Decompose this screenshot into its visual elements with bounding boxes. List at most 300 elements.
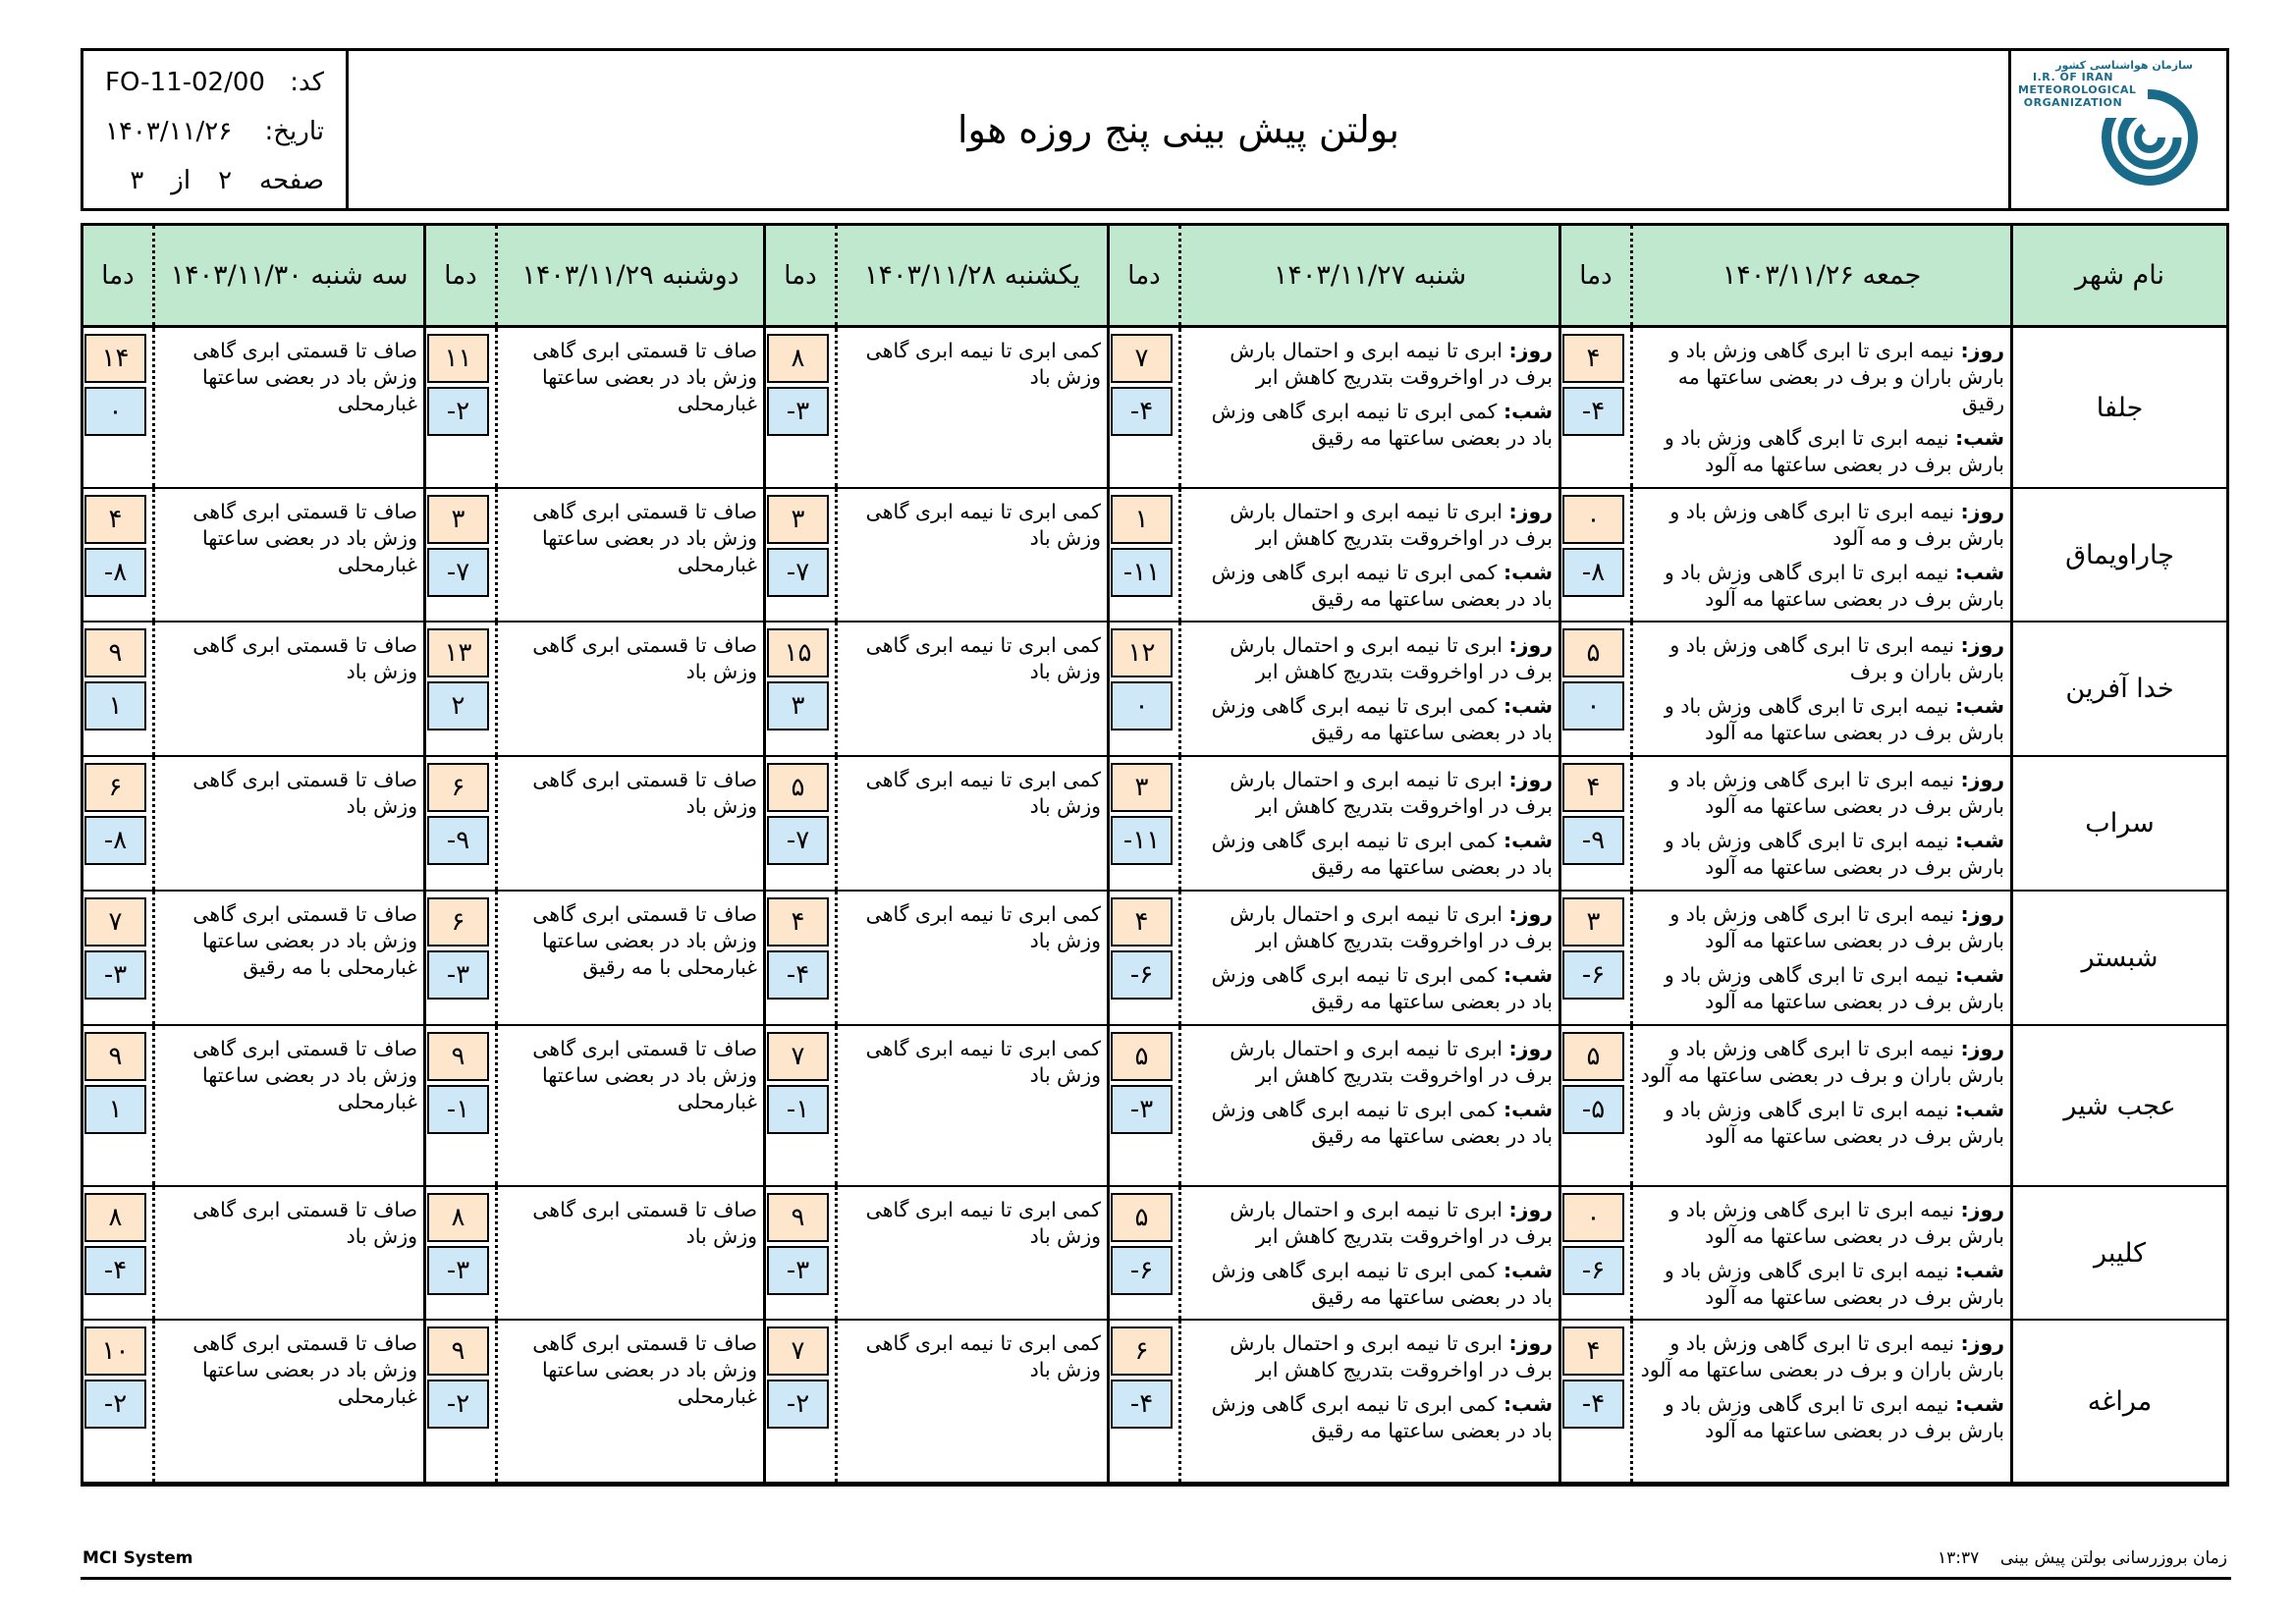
night-forecast-text: نیمه ابری تا ابری گاهی وزش باد و بارش برف در بعضی ساعتها مه آلود <box>1664 1098 2004 1148</box>
max-temperature: ۴ <box>1111 897 1173 947</box>
forecast-text-cell <box>835 892 1107 1024</box>
night-forecast <box>1639 1391 2004 1444</box>
max-temperature: ۸ <box>84 1193 146 1242</box>
temperature-cell <box>1110 757 1178 890</box>
bulletin-header <box>81 48 2229 211</box>
day-forecast <box>1639 1036 2004 1089</box>
night-forecast-text: نیمه ابری تا ابری گاهی وزش باد و بارش برف در بعضی ساعتها مه آلود <box>1664 963 2004 1013</box>
weather-description <box>1639 632 2004 754</box>
weather-description <box>504 632 757 685</box>
max-temperature: ۱۰ <box>84 1326 146 1376</box>
city-column-header: نام شهر <box>2010 226 2226 325</box>
logo-en-text: I.R. OF IRAN METEOROLOGICAL ORGANIZATION <box>2018 71 2137 109</box>
forecast-text-cell <box>152 1321 423 1482</box>
min-temperature: -۷ <box>427 548 489 597</box>
min-temperature: -۴ <box>767 950 829 1000</box>
weather-description <box>1187 1036 1553 1158</box>
min-temperature: -۸ <box>84 816 146 865</box>
night-label: شب: <box>1954 1392 2004 1416</box>
night-label: شب: <box>1503 694 1553 718</box>
table-row <box>83 1026 2226 1187</box>
forecast-text-cell <box>1178 328 1558 487</box>
temperature-cell <box>426 328 495 487</box>
forecast-text-cell <box>495 1026 763 1185</box>
day-label: روز: <box>1508 633 1553 657</box>
weather-description <box>844 1197 1101 1250</box>
max-temperature: ۱۱ <box>427 334 489 383</box>
forecast-cell <box>83 892 423 1024</box>
night-label: شب: <box>1503 829 1553 852</box>
night-forecast-text: کمی ابری تا نیمه ابری گاهی وزش باد در بعضی ساعتها مه رقیق <box>1211 1098 1553 1148</box>
day-forecast-text: نیمه ابری تا ابری گاهی وزش باد و بارش برف در بعضی ساعتها مه آلود <box>1669 768 2004 818</box>
temp-header-label: دما <box>1127 260 1161 291</box>
max-temperature: ۵ <box>1562 628 1624 677</box>
forecast-text-cell <box>1178 623 1558 755</box>
max-temperature: ۳ <box>1562 897 1624 947</box>
city-name: چاراویماق <box>2010 489 2226 621</box>
max-temperature: ۶ <box>427 763 489 812</box>
forecast-table <box>81 223 2229 1487</box>
forecast-text-cell <box>152 328 423 487</box>
weather-description <box>1639 767 2004 889</box>
forecast-text-cell <box>1630 1026 2010 1185</box>
day-forecast-text: ابری تا نیمه ابری و احتمال بارش برف در اواخروقت بتدریج کاهش ابر <box>1230 1037 1553 1087</box>
max-temperature: ۶ <box>1111 1326 1173 1376</box>
forecast-cell <box>1107 1321 1558 1482</box>
temperature-cell <box>1110 1026 1178 1185</box>
forecast-cell <box>1107 892 1558 1024</box>
weather-description <box>504 338 757 417</box>
night-forecast-text: نیمه ابری تا ابری گاهی وزش باد و بارش برف در بعضی ساعتها مه آلود <box>1664 561 2004 611</box>
temperature-cell <box>83 757 152 890</box>
day-label: روز: <box>1960 902 2004 926</box>
temperature-cell <box>766 892 835 1024</box>
day-forecast <box>1639 767 2004 820</box>
forecast-text-cell <box>1630 1187 2010 1319</box>
forecast-text: صاف تا قسمتی ابری گاهی وزش باد در بعضی ساعتها غبارمحلی <box>532 500 757 576</box>
min-temperature: -۶ <box>1111 950 1173 1000</box>
night-label: شب: <box>1954 963 2004 987</box>
forecast-text: صاف تا قسمتی ابری گاهی وزش باد در بعضی ساعتها غبارمحلی <box>192 1037 417 1113</box>
max-temperature: ۵ <box>1562 1032 1624 1081</box>
temperature-cell <box>766 1187 835 1319</box>
forecast-cell <box>423 1187 763 1319</box>
max-temperature: ۷ <box>84 897 146 947</box>
day-label: روز: <box>1508 500 1553 523</box>
day-forecast <box>1639 901 2004 954</box>
min-temperature: -۶ <box>1562 1246 1624 1295</box>
min-temperature: -۴ <box>1111 387 1173 436</box>
night-forecast-text: نیمه ابری تا ابری گاهی وزش باد و بارش برف در بعضی ساعتها مه آلود <box>1664 1392 2004 1442</box>
day-label: روز: <box>1960 633 2004 657</box>
max-temperature: ۵ <box>1111 1193 1173 1242</box>
forecast-cell <box>83 1321 423 1482</box>
weather-description <box>1187 1197 1553 1319</box>
day-header-label: سه شنبه ۱۴۰۳/۱۱/۳۰ <box>152 226 423 325</box>
day-header-label: شنبه ۱۴۰۳/۱۱/۲۷ <box>1178 226 1558 325</box>
update-time: ۱۳:۳۷ <box>1937 1548 1980 1568</box>
night-label: شب: <box>1503 561 1553 584</box>
page-label: صفحه <box>259 166 324 195</box>
temp-header-label: دما <box>784 260 817 291</box>
night-label: شب: <box>1503 963 1553 987</box>
temperature-cell <box>426 489 495 621</box>
forecast-text-cell <box>152 1187 423 1319</box>
weather-description <box>844 1330 1101 1383</box>
forecast-text-cell <box>1178 489 1558 621</box>
min-temperature: -۶ <box>1111 1246 1173 1295</box>
city-name: مراغه <box>2010 1321 2226 1482</box>
day-label: روز: <box>1960 1198 2004 1221</box>
temperature-cell <box>1110 328 1178 487</box>
day-forecast-text: نیمه ابری تا ابری گاهی وزش باد و بارش باران و برف در بعضی ساعتها مه آلود <box>1640 1331 2004 1381</box>
forecast-cell <box>1107 623 1558 755</box>
night-forecast <box>1639 693 2004 746</box>
day-forecast-text: ابری تا نیمه ابری و احتمال بارش برف در اواخروقت بتدریج کاهش ابر <box>1230 339 1553 389</box>
forecast-cell <box>423 623 763 755</box>
night-label: شب: <box>1954 561 2004 584</box>
day-forecast-text: نیمه ابری تا ابری گاهی وزش باد و بارش باران و برف <box>1669 633 2004 683</box>
weather-description <box>844 632 1101 685</box>
forecast-text: صاف تا قسمتی ابری گاهی وزش باد در بعضی ساعتها غبارمحلی با مه رقیق <box>532 902 757 979</box>
forecast-text-cell <box>1178 1026 1558 1185</box>
forecast-text: کمی ابری تا نیمه ابری گاهی وزش باد <box>865 768 1101 818</box>
page-total: ۳ <box>130 166 144 195</box>
table-row <box>83 1321 2226 1484</box>
max-temperature: ۶ <box>427 897 489 947</box>
temperature-cell <box>83 892 152 1024</box>
city-name: جلفا <box>2010 328 2226 487</box>
footer-system-name: MCI System <box>82 1548 193 1568</box>
forecast-cell <box>763 623 1107 755</box>
min-temperature: -۲ <box>427 1380 489 1429</box>
min-temperature: -۳ <box>84 950 146 1000</box>
min-temperature: -۸ <box>1562 548 1624 597</box>
forecast-text: صاف تا قسمتی ابری گاهی وزش باد <box>192 768 417 818</box>
night-forecast <box>1187 1258 1553 1311</box>
day-label: روز: <box>1508 768 1553 791</box>
table-header-row <box>83 226 2226 328</box>
temperature-cell <box>83 623 152 755</box>
forecast-cell <box>1107 489 1558 621</box>
max-temperature: ۹ <box>84 628 146 677</box>
weather-description <box>504 1330 757 1410</box>
page-title: بولتن پیش بینی پنج روزه هوا <box>957 108 1400 151</box>
forecast-cell <box>83 1187 423 1319</box>
table-row <box>83 328 2226 489</box>
forecast-cell <box>83 623 423 755</box>
forecast-text-cell <box>835 623 1107 755</box>
city-name: سراب <box>2010 757 2226 890</box>
temperature-cell <box>1561 1026 1630 1185</box>
night-forecast-text: نیمه ابری تا ابری گاهی وزش باد و بارش برف در بعضی ساعتها مه آلود <box>1664 829 2004 879</box>
weather-description <box>1639 1330 2004 1452</box>
temperature-cell <box>426 1026 495 1185</box>
forecast-text-cell <box>495 1187 763 1319</box>
weather-description <box>1639 499 2004 621</box>
min-temperature: -۸ <box>84 548 146 597</box>
forecast-cell <box>763 892 1107 1024</box>
temperature-cell <box>426 623 495 755</box>
temperature-cell <box>1110 1321 1178 1482</box>
document-meta <box>83 51 349 208</box>
temperature-cell <box>83 489 152 621</box>
forecast-text-cell <box>495 328 763 487</box>
temperature-cell <box>1561 1187 1630 1319</box>
weather-description <box>1187 499 1553 621</box>
forecast-text-cell <box>1630 892 2010 1024</box>
day-forecast <box>1639 1197 2004 1250</box>
night-forecast <box>1639 425 2004 478</box>
forecast-text: صاف تا قسمتی ابری گاهی وزش باد <box>532 768 757 818</box>
max-temperature: ۴ <box>1562 334 1624 383</box>
forecast-text-cell <box>495 623 763 755</box>
max-temperature: ۱۳ <box>427 628 489 677</box>
weather-description <box>844 499 1101 552</box>
forecast-text: صاف تا قسمتی ابری گاهی وزش باد <box>532 1198 757 1248</box>
weather-description <box>1639 1197 2004 1319</box>
weather-description <box>161 499 417 578</box>
day-forecast-text: ابری تا نیمه ابری و احتمال بارش برف در اواخروقت بتدریج کاهش ابر <box>1230 1331 1553 1381</box>
table-row <box>83 623 2226 757</box>
temperature-cell <box>83 1321 152 1482</box>
day-label: روز: <box>1960 1037 2004 1060</box>
min-temperature: -۱۱ <box>1111 548 1173 597</box>
min-temperature: -۷ <box>767 548 829 597</box>
max-temperature: ۴ <box>1562 763 1624 812</box>
min-temperature: -۳ <box>427 950 489 1000</box>
day-forecast <box>1187 499 1553 552</box>
night-label: شب: <box>1954 426 2004 450</box>
night-label: شب: <box>1503 1392 1553 1416</box>
forecast-text: صاف تا قسمتی ابری گاهی وزش باد در بعضی ساعتها غبارمحلی <box>532 1331 757 1408</box>
temperature-cell <box>426 892 495 1024</box>
temperature-cell <box>426 1321 495 1482</box>
forecast-text-cell <box>1178 892 1558 1024</box>
weather-description <box>161 1197 417 1250</box>
temperature-cell <box>426 1187 495 1319</box>
forecast-cell <box>423 1026 763 1185</box>
weather-description <box>161 1330 417 1410</box>
forecast-text-cell <box>152 1026 423 1185</box>
page-current: ۲ <box>218 166 233 195</box>
city-name: شبستر <box>2010 892 2226 1024</box>
min-temperature: -۳ <box>767 387 829 436</box>
max-temperature: ۶ <box>84 763 146 812</box>
forecast-text-cell <box>495 489 763 621</box>
day-column-header <box>83 226 423 325</box>
day-label: روز: <box>1960 500 2004 523</box>
forecast-text: کمی ابری تا نیمه ابری گاهی وزش باد <box>865 500 1101 550</box>
weather-description <box>161 338 417 417</box>
max-temperature: ۸ <box>427 1193 489 1242</box>
day-forecast <box>1187 767 1553 820</box>
forecast-text-cell <box>152 489 423 621</box>
forecast-text: کمی ابری تا نیمه ابری گاهی وزش باد <box>865 1331 1101 1381</box>
weather-description <box>1639 901 2004 1023</box>
min-temperature: -۳ <box>427 1246 489 1295</box>
temp-header-label: دما <box>101 260 135 291</box>
min-temperature: -۴ <box>1562 1380 1624 1429</box>
temperature-cell <box>426 757 495 890</box>
forecast-text: صاف تا قسمتی ابری گاهی وزش باد در بعضی ساعتها غبارمحلی <box>192 1331 417 1408</box>
weather-description <box>504 499 757 578</box>
forecast-cell <box>1558 328 2010 487</box>
logo <box>2008 51 2226 208</box>
forecast-text-cell <box>835 757 1107 890</box>
night-forecast <box>1187 962 1553 1015</box>
night-label: شب: <box>1954 829 2004 852</box>
weather-description <box>844 338 1101 391</box>
night-forecast-text: کمی ابری تا نیمه ابری گاهی وزش باد در بعضی ساعتها مه رقیق <box>1211 1392 1553 1442</box>
max-temperature: ۳ <box>427 495 489 544</box>
forecast-text-cell <box>835 328 1107 487</box>
weather-description <box>161 901 417 981</box>
weather-description <box>844 901 1101 954</box>
max-temperature: ۱۲ <box>1111 628 1173 677</box>
day-forecast <box>1639 1330 2004 1383</box>
forecast-text-cell <box>152 623 423 755</box>
day-forecast-text: نیمه ابری تا ابری گاهی وزش باد و بارش برف در بعضی ساعتها مه آلود <box>1669 902 2004 952</box>
forecast-text-cell <box>1178 1187 1558 1319</box>
temperature-cell <box>1561 489 1630 621</box>
max-temperature: ۱۴ <box>84 334 146 383</box>
night-forecast <box>1187 693 1553 746</box>
day-label: روز: <box>1960 339 2004 362</box>
forecast-text-cell <box>1630 1321 2010 1482</box>
forecast-text: صاف تا قسمتی ابری گاهی وزش باد در بعضی ساعتها غبارمحلی <box>532 339 757 415</box>
day-forecast <box>1187 1197 1553 1250</box>
date-row <box>105 112 324 151</box>
night-forecast <box>1187 399 1553 452</box>
day-column-header <box>423 226 763 325</box>
max-temperature: ۴ <box>1562 1326 1624 1376</box>
temperature-cell <box>766 623 835 755</box>
min-temperature: -۵ <box>1562 1085 1624 1134</box>
min-temperature: -۴ <box>84 1246 146 1295</box>
min-temperature: ۲ <box>427 681 489 731</box>
min-temperature: -۱ <box>767 1085 829 1134</box>
forecast-cell <box>1558 623 2010 755</box>
date-value: ۱۴۰۳/۱۱/۲۶ <box>105 117 233 146</box>
day-forecast <box>1639 499 2004 552</box>
weather-description <box>504 1197 757 1250</box>
page-row <box>105 161 324 200</box>
day-forecast-text: ابری تا نیمه ابری و احتمال بارش برف در اواخروقت بتدریج کاهش ابر <box>1230 768 1553 818</box>
max-temperature: ۷ <box>767 1032 829 1081</box>
forecast-text-cell <box>835 1026 1107 1185</box>
temperature-cell <box>766 1321 835 1482</box>
min-temperature: -۲ <box>84 1380 146 1429</box>
forecast-cell <box>763 1187 1107 1319</box>
night-label: شب: <box>1503 400 1553 423</box>
min-temperature: -۲ <box>427 387 489 436</box>
forecast-cell <box>423 757 763 890</box>
max-temperature: ۴ <box>767 897 829 947</box>
forecast-cell <box>83 1026 423 1185</box>
temperature-cell <box>1561 623 1630 755</box>
temperature-cell <box>1561 328 1630 487</box>
temperature-cell <box>83 1026 152 1185</box>
max-temperature: ۵ <box>1111 1032 1173 1081</box>
table-row <box>83 892 2226 1026</box>
forecast-text: کمی ابری تا نیمه ابری گاهی وزش باد <box>865 339 1101 389</box>
min-temperature: -۱۱ <box>1111 816 1173 865</box>
temperature-cell <box>1561 892 1630 1024</box>
forecast-cell <box>1107 1187 1558 1319</box>
day-header-label: جمعه ۱۴۰۳/۱۱/۲۶ <box>1630 226 2010 325</box>
min-temperature: -۹ <box>1562 816 1624 865</box>
max-temperature: ۰ <box>1562 495 1624 544</box>
forecast-cell <box>423 328 763 487</box>
day-header-label: دوشنبه ۱۴۰۳/۱۱/۲۹ <box>495 226 763 325</box>
forecast-text: صاف تا قسمتی ابری گاهی وزش باد در بعضی ساعتها غبارمحلی <box>532 1037 757 1113</box>
max-temperature: ۹ <box>767 1193 829 1242</box>
day-forecast <box>1639 632 2004 685</box>
forecast-text: کمی ابری تا نیمه ابری گاهی وزش باد <box>865 1037 1101 1087</box>
day-forecast-text: ابری تا نیمه ابری و احتمال بارش برف در اواخروقت بتدریج کاهش ابر <box>1230 633 1553 683</box>
day-forecast <box>1187 1036 1553 1089</box>
forecast-cell <box>763 328 1107 487</box>
min-temperature: ۱ <box>84 681 146 731</box>
day-forecast-text: نیمه ابری تا ابری گاهی وزش باد و بارش برف و مه آلود <box>1669 500 2004 550</box>
day-column-header <box>763 226 1107 325</box>
forecast-text: کمی ابری تا نیمه ابری گاهی وزش باد <box>865 902 1101 952</box>
forecast-cell <box>83 757 423 890</box>
temp-header-label: دما <box>1579 260 1613 291</box>
night-forecast <box>1639 962 2004 1015</box>
night-forecast <box>1639 560 2004 613</box>
day-label: روز: <box>1508 902 1553 926</box>
min-temperature: -۷ <box>767 816 829 865</box>
night-forecast <box>1187 828 1553 881</box>
night-forecast <box>1639 1097 2004 1150</box>
temperature-cell <box>1561 1321 1630 1482</box>
forecast-text-cell <box>1630 328 2010 487</box>
page-of: از <box>171 166 191 195</box>
weather-description <box>1187 632 1553 754</box>
city-name: عجب شیر <box>2010 1026 2226 1185</box>
weather-description <box>1639 1036 2004 1158</box>
night-forecast <box>1187 1391 1553 1444</box>
code-label: کد: <box>290 68 324 97</box>
logo-fa-text: سازمان هواشناسی کشور <box>2055 59 2193 72</box>
temperature-cell <box>1110 892 1178 1024</box>
weather-description <box>1187 901 1553 1023</box>
night-forecast-text: کمی ابری تا نیمه ابری گاهی وزش باد در بعضی ساعتها مه رقیق <box>1211 400 1553 450</box>
footer-update-info <box>1938 1548 2227 1568</box>
weather-description <box>844 1036 1101 1089</box>
forecast-cell <box>1107 757 1558 890</box>
night-forecast <box>1187 560 1553 613</box>
max-temperature: ۹ <box>84 1032 146 1081</box>
forecast-text-cell <box>835 1187 1107 1319</box>
temperature-cell <box>1561 757 1630 890</box>
forecast-text-cell <box>1178 757 1558 890</box>
day-forecast <box>1187 1330 1553 1383</box>
temperature-cell <box>1110 1187 1178 1319</box>
temperature-cell <box>766 757 835 890</box>
min-temperature: ۳ <box>767 681 829 731</box>
night-forecast-text: کمی ابری تا نیمه ابری گاهی وزش باد در بعضی ساعتها مه رقیق <box>1211 829 1553 879</box>
weather-description <box>1187 767 1553 889</box>
day-forecast <box>1639 338 2004 417</box>
day-forecast-text: نیمه ابری تا ابری گاهی وزش باد و بارش باران و برف در بعضی ساعتها مه رقیق <box>1669 339 2004 415</box>
code-row <box>105 63 324 102</box>
forecast-text: صاف تا قسمتی ابری گاهی وزش باد <box>532 633 757 683</box>
forecast-text: صاف تا قسمتی ابری گاهی وزش باد در بعضی ساعتها غبارمحلی <box>192 339 417 415</box>
day-label: روز: <box>1508 1037 1553 1060</box>
